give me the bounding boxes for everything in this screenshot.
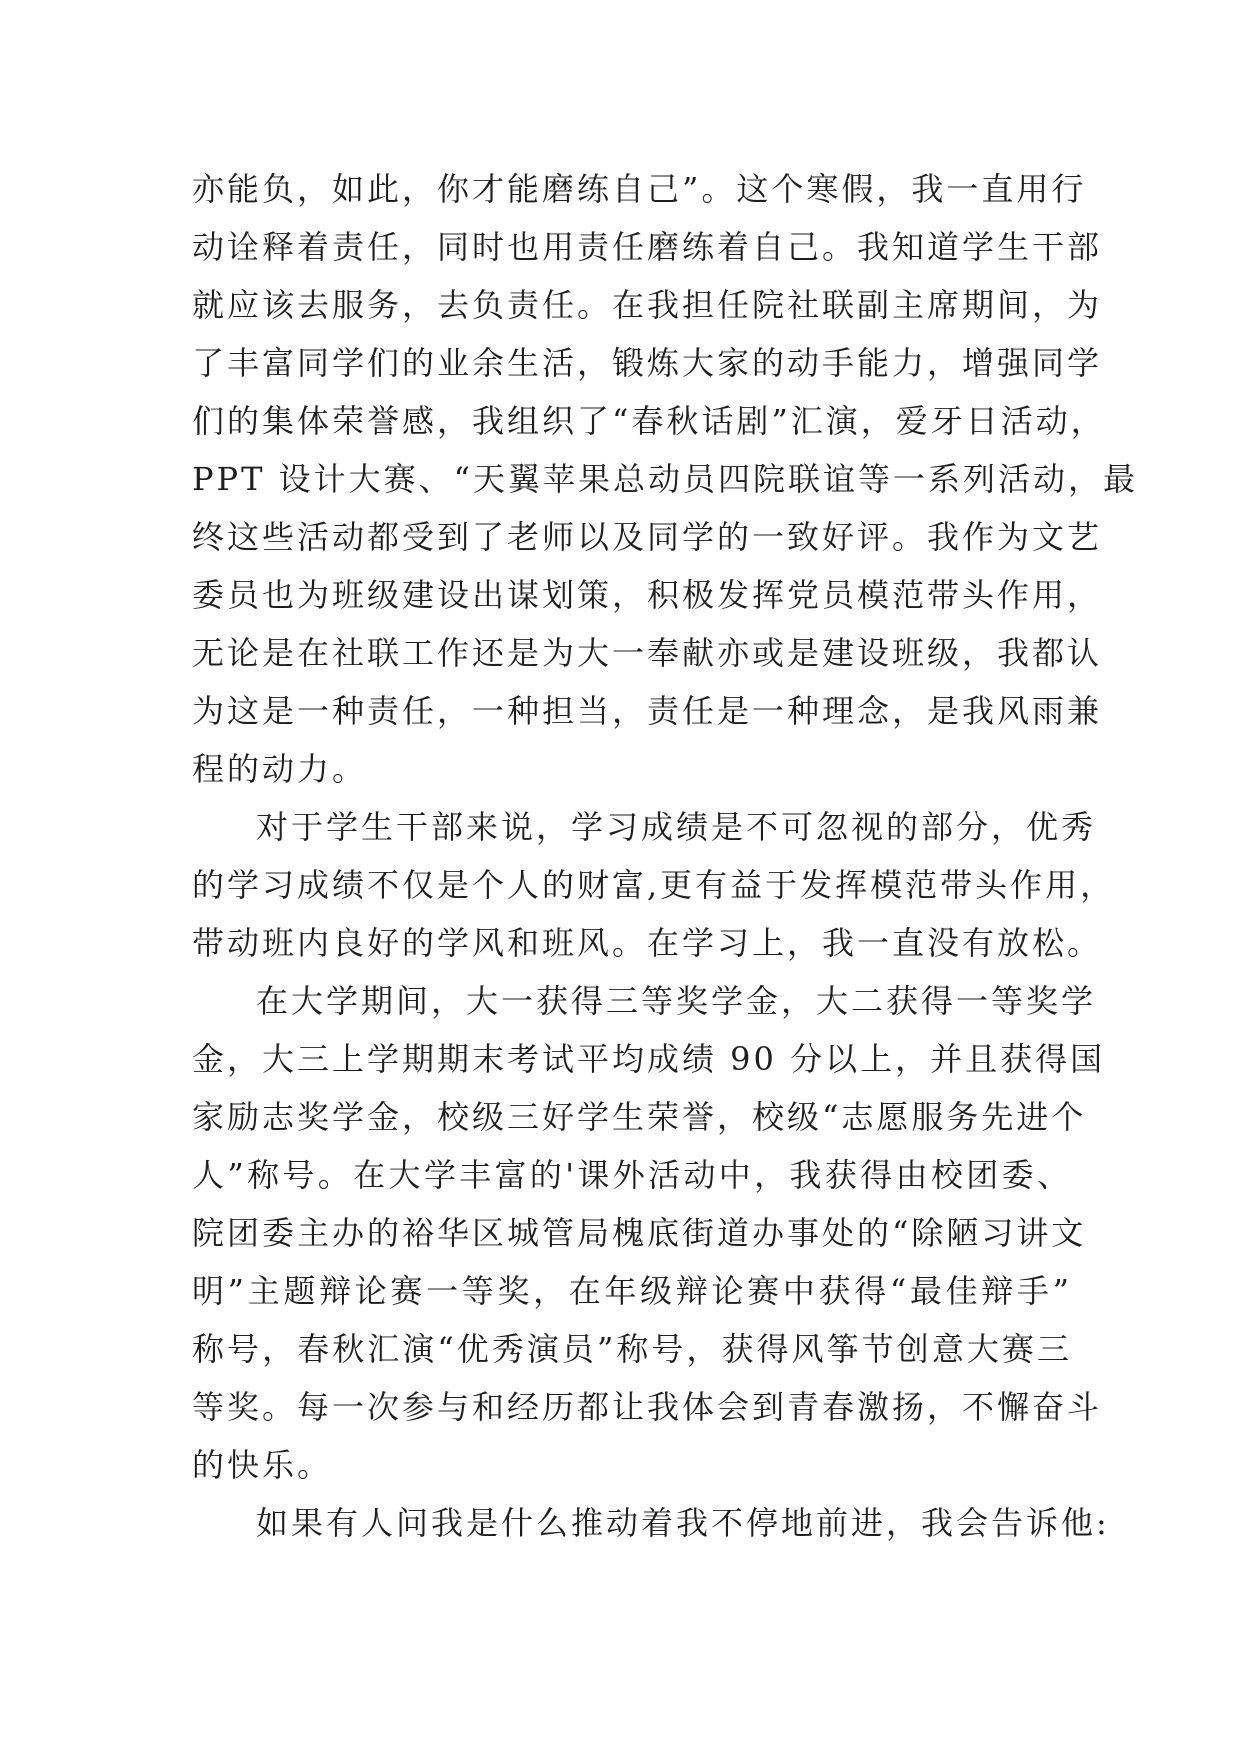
paragraph-1-line-6: PPT 设计大赛、“天翼苹果总动员四院联谊等一系列活动，最 (192, 460, 1138, 498)
paragraph-3-line-5: 院团委主办的裕华区城管局槐底街道办事处的“除陋习讲文 (192, 1214, 1087, 1252)
paragraph-1-line-8: 委员也为班级建设出谋划策，积极发挥党员模范带头作用， (192, 576, 1103, 614)
paragraph-4-line-1: 如果有人问我是什么推动着我不停地前进，我会告诉他: (256, 1504, 1110, 1542)
paragraph-1-line-4: 了丰富同学们的业余生活，锻炼大家的动手能力，增强同学 (192, 344, 1103, 382)
paragraph-3-line-9: 的快乐。 (192, 1446, 333, 1484)
paragraph-1-line-7: 终这些活动都受到了老师以及同学的一致好评。我作为文艺 (192, 518, 1103, 556)
paragraph-3-line-6: 明”主题辩论赛一等奖，在年级辩论赛中获得“最佳辩手” (192, 1272, 1072, 1310)
document-body (192, 160, 1138, 1552)
paragraph-3-line-2: 金，大三上学期期末考试平均成绩 90 分以上，并且获得国 (192, 1040, 1106, 1078)
paragraph-2-line-2: 的学习成绩不仅是个人的财富,更有益于发挥模范带头作用， (192, 866, 1116, 904)
paragraph-3-line-4: 人”称号。在大学丰富的'课外活动中，我获得由校团委、 (192, 1156, 1072, 1194)
paragraph-1-line-11: 程的动力。 (192, 750, 368, 788)
paragraph-1-line-9: 无论是在社联工作还是为大一奉献亦或是建设班级，我都认 (192, 634, 1103, 672)
paragraph-3-line-3: 家励志奖学金，校级三好学生荣誉，校级“志愿服务先进个 (192, 1098, 1087, 1136)
paragraph-1-line-2: 动诠释着责任，同时也用责任磨练着自己。我知道学生干部 (192, 228, 1103, 266)
paragraph-1-line-5: 们的集体荣誉感，我组织了“春秋话剧”汇演，爱牙日活动， (192, 402, 1106, 440)
paragraph-2-line-1: 对于学生干部来说，学习成绩是不可忽视的部分，优秀 (256, 808, 1097, 846)
paragraph-3-line-8: 等奖。每一次参与和经历都让我体会到青春激扬，不懈奋斗 (192, 1388, 1103, 1426)
paragraph-3-line-1: 在大学期间，大一获得三等奖学金，大二获得一等奖学 (256, 982, 1097, 1020)
paragraph-2-line-3: 带动班内良好的学风和班风。在学习上，我一直没有放松。 (192, 924, 1103, 962)
paragraph-3-line-7: 称号，春秋汇演“优秀演员”称号，获得风筝节创意大赛三 (192, 1330, 1072, 1368)
paragraph-1-line-10: 为这是一种责任，一种担当，责任是一种理念，是我风雨兼 (192, 692, 1103, 730)
paragraph-1-line-1: 亦能负，如此，你才能磨练自己”。这个寒假，我一直用行 (192, 170, 1087, 208)
paragraph-1-line-3: 就应该去服务，去负责任。在我担任院社联副主席期间，为 (192, 286, 1103, 324)
